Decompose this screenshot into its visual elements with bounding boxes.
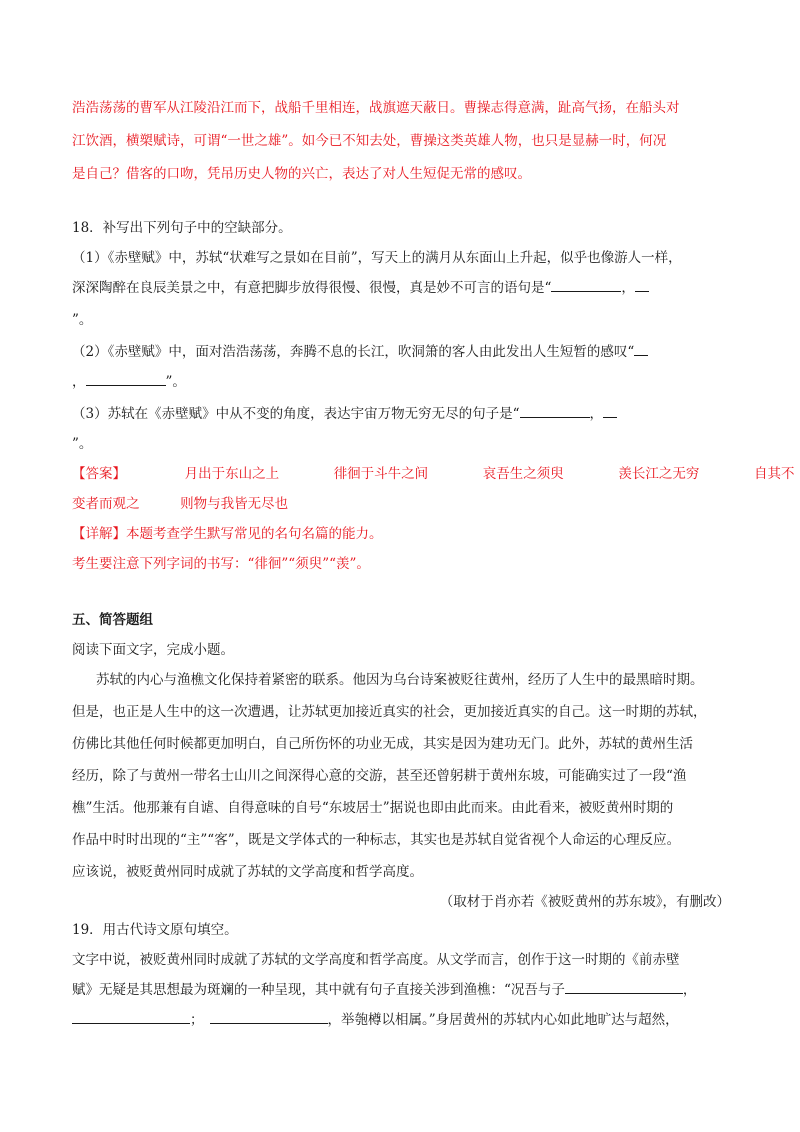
passage-line-6: 作品中时时出现的“主”“客”，既是文学体式的一种标志，其实也是苏轼自觉省视个人命运的心理反应。 — [72, 832, 681, 848]
quote-close: ”。 — [165, 374, 186, 390]
q18-blank-1b[interactable] — [635, 277, 649, 292]
q18-part2-line1 — [72, 340, 648, 360]
answer-item-3: 哀吾生之须臾 — [482, 466, 564, 482]
answer-item-4: 羡长江之无穷 — [618, 466, 700, 482]
analysis-line-1: 浩浩荡荡的曹军从江陵沿江而下，战船千里相连，战旗遮天蔽日。曹操志得意满，趾高气扬，在船头对 — [72, 100, 680, 116]
q18-title: 18．补写出下列句子中的空缺部分。 — [72, 220, 292, 236]
section-heading: 五、简答题组 — [72, 612, 153, 628]
answer-item-2: 徘徊于斗牛之间 — [333, 466, 429, 482]
q18-part3-end: ”。 — [72, 436, 93, 452]
q19-line2 — [72, 978, 696, 998]
passage-source: （取材于肖亦若《被贬黄州的苏东坡》，有删改） — [439, 894, 730, 910]
q19-line3 — [72, 1008, 679, 1028]
q18-part2-text: （2）《赤壁赋》中，面对浩浩荡荡，奔腾不息的长江，吹洞箫的客人由此发出人生短暂的感叹“ — [72, 344, 635, 360]
q18-part1-end: ”。 — [72, 312, 93, 328]
passage-line-2: 但是，也正是人生中的这一次遭遇，让苏轼更加接近真实的社会，更加接近真实的自己。这一时期的苏轼， — [72, 704, 707, 720]
analysis-line-2: 江饮酒，横槊赋诗，可谓“一世之雄”。如今已不知去处，曹操这类英雄人物，也只是显赫一时，何况 — [72, 133, 667, 149]
q18-detail-line2: 考生要注意下列字词的书写：“徘徊”“须臾”“羡”。 — [72, 556, 370, 572]
answer-item-1: 月出于东山之上 — [184, 466, 280, 482]
q18-blank-1a[interactable] — [551, 277, 621, 292]
q18-part1-line2 — [72, 276, 649, 296]
passage-line-7: 应该说，被贬黄州同时成就了苏轼的文学高度和哲学高度。 — [72, 864, 423, 880]
comma: ， — [621, 280, 635, 296]
reading-instruction: 阅读下面文字，完成小题。 — [72, 642, 234, 658]
analysis-line-3: 是自己？借客的口吻，凭吊历史人物的兴亡，表达了对人生短促无常的感叹。 — [72, 166, 531, 182]
passage-line-1: 苏轼的内心与渔樵文化保持着紧密的联系。他因为乌台诗案被贬往黄州，经历了人生中的最黑暗时期。 — [96, 672, 704, 688]
q18-part2-line2 — [72, 370, 186, 390]
detail-label: 【详解】 — [72, 526, 126, 542]
answer-item-5: 自其不 — [753, 466, 795, 482]
q18-part1-text: 深深陶醉在良辰美景之中，有意把脚步放得很慢、很慢，真是妙不可言的语句是“ — [72, 280, 552, 296]
q18-answer-line1 — [72, 462, 794, 482]
comma: ， — [72, 374, 86, 390]
semicolon: ； — [190, 1012, 204, 1028]
q19-blank-2[interactable] — [72, 1009, 190, 1024]
comma: ， — [682, 982, 697, 998]
q18-detail-line1 — [72, 522, 383, 542]
q19-line2-text: 赋》无疑是其思想最为斑斓的一种呈现，其中就有句子直接关涉到渔樵：“况吾与子 — [72, 982, 565, 998]
q18-part1-line1: （1）《赤壁赋》中，苏轼“状难写之景如在目前”，写天上的满月从东面山上升起，似乎也像游人一样， — [72, 250, 682, 266]
passage-line-5: 樵”生活。他那兼有自谑、自得意味的自号“东坡居士”据说也即由此而来。由此看来，被贬黄州时期的 — [72, 800, 674, 816]
comma: ， — [589, 406, 603, 422]
q18-blank-2a[interactable] — [634, 341, 648, 356]
answer-label: 【答案】 — [72, 466, 126, 482]
q19-blank-3[interactable] — [210, 1009, 328, 1024]
q18-part3-text: （3）苏轼在《赤壁赋》中从不变的角度，表达宇宙万物无穷无尽的句子是“ — [72, 406, 520, 422]
q18-blank-3a[interactable] — [520, 403, 590, 418]
detail-text: 本题考查学生默写常见的名句名篇的能力。 — [126, 526, 383, 542]
q19-line1: 文字中说，被贬黄州同时成就了苏轼的文学高度和哲学高度。从文学而言，创作于这一时期的《前赤壁 — [72, 952, 680, 968]
answer-item-6: 则物与我皆无尽也 — [180, 496, 289, 512]
q19-line3-text: ，举匏樽以相属。”身居黄州的苏轼内心如此地旷达与超然， — [327, 1012, 679, 1028]
answer-item-5-cont: 变者而观之 — [72, 496, 140, 512]
q18-blank-3b[interactable] — [603, 403, 617, 418]
q18-blank-2b[interactable] — [86, 371, 166, 386]
q19-blank-1[interactable] — [565, 979, 683, 994]
q18-answer-line2 — [72, 492, 288, 512]
q18-part3-line1 — [72, 402, 617, 422]
q19-title: 19．用古代诗文原句填空。 — [72, 922, 238, 938]
passage-line-4: 经历，除了与黄州一带名士山川之间深得心意的交游，甚至还曾躬耕于黄州东坡，可能确实过了一段“渔 — [72, 768, 687, 784]
passage-line-3: 仿佛比其他任何时候都更加明白，自己所伤怀的功业无成，其实是因为建功无门。此外，苏轼的黄州生活 — [72, 736, 693, 752]
